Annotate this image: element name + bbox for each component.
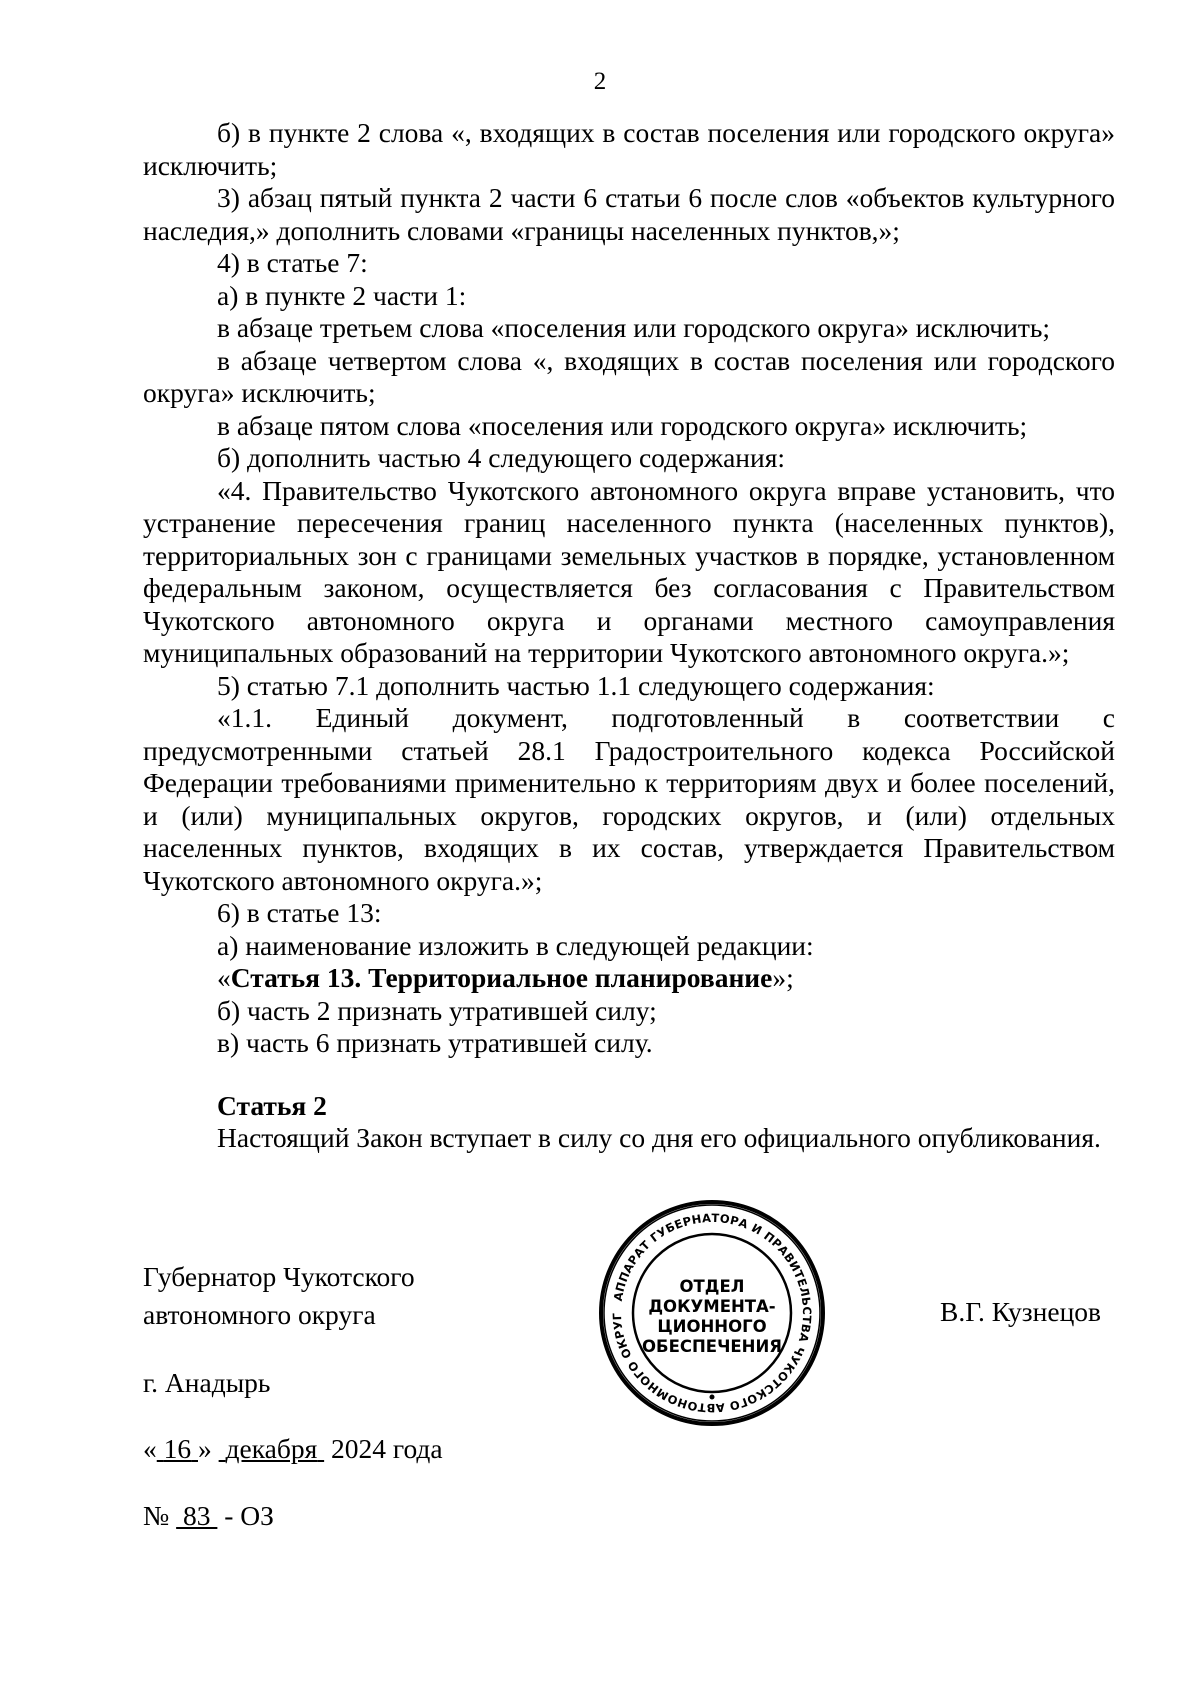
paragraph: в) часть 6 признать утратившей силу.: [217, 1027, 653, 1058]
date-quote-close: »: [198, 1433, 212, 1464]
document-body: [143, 117, 1115, 1155]
paragraph: 3) абзац пятый пункта 2 части 6 статьи 6 после слов «объектов культурного наследия,» дополнить словами «границы населенных пунктов,»;: [143, 182, 1115, 246]
signatory-title-line1: Губернатор Чукотского: [143, 1261, 415, 1292]
paragraph: а) в пункте 2 части 1:: [217, 279, 467, 311]
stamp-line3: ЦИОННОГО: [657, 1317, 767, 1336]
paragraph: 5) статью 7.1 дополнить частью 1.1 следующего содержания:: [217, 669, 935, 701]
stamp-line1: ОТДЕЛ: [679, 1277, 745, 1296]
signing-date: [143, 1433, 443, 1465]
official-stamp: [598, 1199, 826, 1427]
paragraph: 6) в статье 13:: [217, 897, 382, 928]
paragraph: «1.1. Единый документ, подготовленный в соответствии с предусмотренными статьей 28.1 Градостроительного кодекса Российской Федерации требованиями применительно к территориям двух и более поселений, и (или) муниципальных округов, городских округов, и (или) отдельных населенных пунктов, входящих в их состав, утверждается Правительством Чукотского автономного округа.»;: [143, 702, 1115, 896]
signatory-name: В.Г. Кузнецов: [940, 1296, 1102, 1327]
article-2-text: Настоящий Закон вступает в силу со дня его официального опубликования.: [217, 1122, 1101, 1153]
page-number: 2: [593, 68, 607, 95]
city: г. Анадырь: [143, 1367, 271, 1398]
paragraph: а) наименование изложить в следующей редакции:: [217, 929, 814, 961]
signatory-title-line2: автономного округа: [143, 1299, 376, 1330]
stamp-line2: ДОКУМЕНТА-: [648, 1297, 776, 1316]
stamp-ring-text: АППАРАТ ГУБЕРНАТОРА И ПРАВИТЕЛЬСТВА ЧУКОТСКОГО АВТОНОМНОГО ОКРУГ: [609, 1210, 815, 1416]
quote-close: »;: [772, 962, 794, 993]
paragraph: б) дополнить частью 4 следующего содержания:: [217, 442, 786, 473]
article-2-title: Статья 2: [217, 1089, 327, 1121]
number-suffix: - ОЗ: [224, 1500, 274, 1531]
number-value: 83: [183, 1500, 211, 1531]
paragraph: «4. Правительство Чукотского автономного округа вправе установить, что устранение пересечения границ населенного пункта (населенных пунктов), территориальных зон с границами земельных участков в порядке, установленном федеральным законом, осуществляется без согласования с Правительством Чукотского автономного округа и органами местного самоуправления муниципальных образований на территории Чукотского автономного округа.»;: [143, 474, 1115, 668]
paragraph: в абзаце пятом слова «поселения или городского округа» исключить;: [217, 409, 1028, 441]
date-quote-open: «: [143, 1433, 157, 1464]
paragraph: в абзаце третьем слова «поселения или городского округа» исключить;: [217, 312, 1051, 343]
stamp-seal-icon: [598, 1199, 826, 1427]
law-number: [143, 1500, 274, 1532]
paragraph: б) в пункте 2 слова «, входящих в состав поселения или городского округа» исключить;: [143, 117, 1115, 181]
signatory-title: [143, 1258, 503, 1334]
date-year: 2024 года: [331, 1433, 443, 1464]
quote-open: «: [217, 962, 231, 993]
date-day: 16: [163, 1433, 192, 1464]
quoted-heading: Статья 13. Территориальное планирование: [230, 962, 773, 993]
paragraph: б) часть 2 признать утратившей силу;: [217, 994, 657, 1026]
paragraph: 4) в статье 7:: [217, 247, 368, 278]
paragraph: в абзаце четвертом слова «, входящих в состав поселения или городского округа» исключить;: [143, 344, 1115, 408]
heading-quote: [143, 962, 1115, 995]
stamp-line4: ОБЕСПЕЧЕНИЯ: [642, 1337, 782, 1356]
date-month: декабря: [225, 1433, 318, 1464]
number-sign: №: [143, 1500, 170, 1531]
